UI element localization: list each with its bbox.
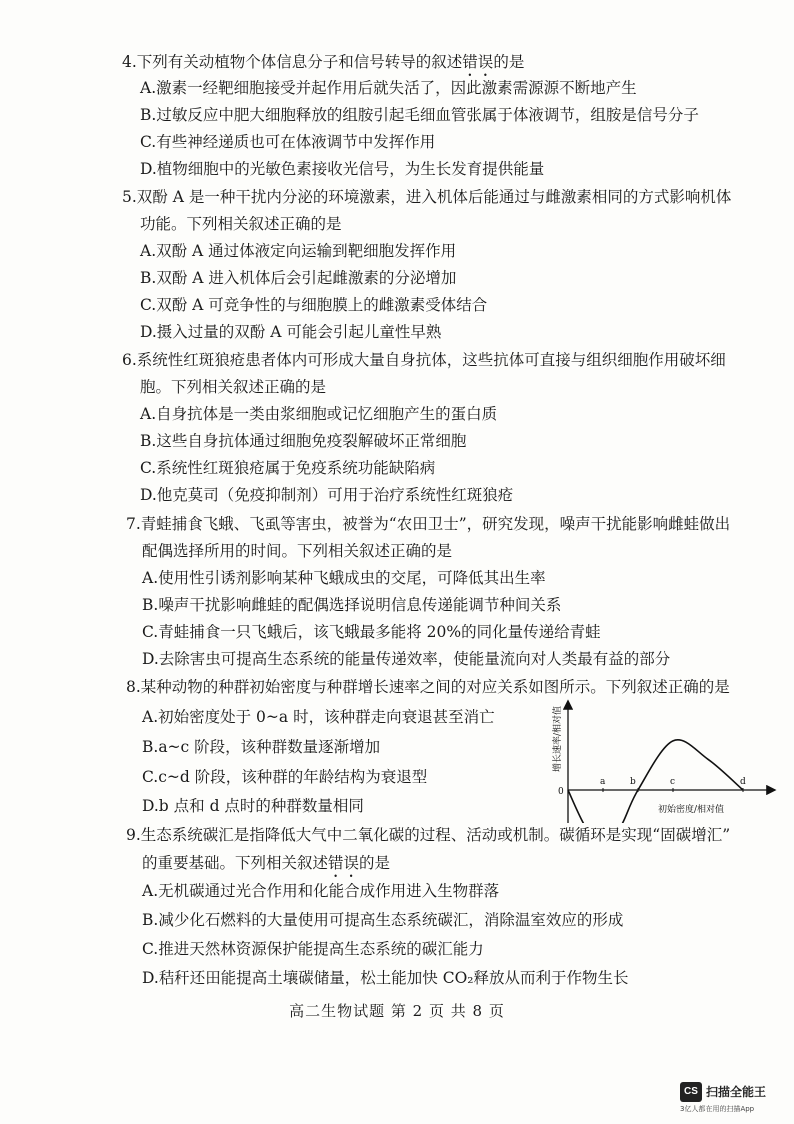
q9-stem-continued-text: 的重要基础。下列相关叙述 (142, 854, 329, 872)
point-label-a: a (600, 777, 606, 787)
q9-option-c: C.推进天然林资源保护能提高生态系统的碳汇能力 (142, 940, 484, 958)
q8-option-a: A.初始密度处于 0~a 时，该种群走向衰退甚至消亡 (142, 708, 495, 726)
q4-option-b: B.过敏反应中肥大细胞释放的组胺引起毛细血管张属于体液调节，组胺是信号分子 (140, 106, 699, 124)
q4-option-a: A.激素一经靶细胞接受并起作用后就失活了，因此激素需源源不断地产生 (140, 79, 637, 97)
scanner-watermark (680, 1080, 790, 1116)
q6-option-b: B.这些自身抗体通过细胞免疫裂解破坏正常细胞 (140, 432, 467, 450)
q7-option-a: A.使用性引诱剂影响某种飞蛾成虫的交尾，可降低其出生率 (142, 569, 546, 587)
q5-stem-continued: 功能。下列相关叙述正确的是 (140, 215, 342, 233)
q8-option-b: B.a~c 阶段，该种群数量逐渐增加 (142, 738, 381, 756)
q4-stem-text: 4.下列有关动植物个体信息分子和信号转导的叙述 (122, 53, 463, 71)
q8-stem: 8.某种动物的种群初始密度与种群增长速率之间的对应关系如图所示。下列叙述正确的是 (126, 678, 730, 696)
q4-stem-emphasis: 错误 (462, 53, 494, 71)
q5-stem: 5.双酚 A 是一种干扰内分泌的环境激素，进入机体后能通过与雌激素相同的方式影响机体 (122, 188, 732, 206)
x-axis-label: 初始密度/相对值 (658, 805, 725, 815)
q7-stem: 7.青蛙捕食飞蛾、飞虱等害虫，被誉为“农田卫士”，研究发现，噪声干扰能影响雌蛙做出 (126, 515, 731, 533)
q9-option-a: A.无机碳通过光合作用和化能合成作用进入生物群落 (142, 882, 500, 900)
scanner-app-name: 扫描全能王 (706, 1085, 767, 1099)
q4-option-c: C.有些神经递质也可在体液调节中发挥作用 (140, 133, 436, 151)
q6-option-a: A.自身抗体是一类由浆细胞或记忆细胞产生的蛋白质 (140, 405, 498, 423)
y-axis-label: 增长速率/相对值 (553, 705, 563, 772)
q6-stem-continued: 胞。下列相关叙述正确的是 (140, 378, 327, 396)
scanner-logo-icon: CS (680, 1082, 702, 1102)
q4-option-d: D.植物细胞中的光敏色素接收光信号，为生长发育提供能量 (140, 160, 545, 178)
q5-option-b: B.双酚 A 进入机体后会引起雌激素的分泌增加 (140, 269, 457, 287)
q5-option-d: D.摄入过量的双酚 A 可能会引起儿童性早熟 (140, 323, 442, 341)
point-label-c: c (670, 777, 676, 787)
population-growth-chart (540, 698, 780, 823)
q7-option-d: D.去除害虫可提高生态系统的能量传递效率，使能量流向对人类最有益的部分 (142, 650, 671, 668)
q5-option-c: C.双酚 A 可竞争性的与细胞膜上的雌激素受体结合 (140, 296, 488, 314)
origin-label: 0 (558, 787, 564, 797)
q5-option-a: A.双酚 A 通过体液定向运输到靶细胞发挥作用 (140, 242, 457, 260)
point-label-d: d (740, 777, 746, 787)
q4-stem (122, 52, 524, 80)
q9-stem-emphasis: 错误 (328, 854, 360, 872)
q7-option-c: C.青蛙捕食一只飞蛾后，该飞蛾最多能将 20%的同化量传递给青蛙 (142, 623, 601, 641)
scanner-tagline: 3亿人都在用的扫描App (680, 1105, 755, 1113)
q9-stem-continued (142, 853, 390, 881)
page-footer: 高二生物试题 第 2 页 共 8 页 (289, 1002, 505, 1020)
q6-stem: 6.系统性红斑狼疮患者体内可形成大量自身抗体，这些抗体可直接与组织细胞作用破坏细 (122, 351, 726, 369)
q9-stem: 9.生态系统碳汇是指降低大气中二氧化碳的过程、活动或机制。碳循环是实现“固碳增汇” (126, 826, 731, 844)
q4-stem-end: 的是 (493, 53, 525, 71)
q7-option-b: B.噪声干扰影响雌蛙的配偶选择说明信息传递能调节种间关系 (142, 596, 562, 614)
q9-option-b: B.减少化石燃料的大量使用可提高生态系统碳汇，消除温室效应的形成 (142, 911, 624, 929)
q9-option-d: D.秸秆还田能提高土壤碳储量，松土能加快 CO₂释放从而利于作物生长 (142, 969, 629, 987)
q8-option-d: D.b 点和 d 点时的种群数量相同 (142, 797, 364, 815)
q7-stem-continued: 配偶选择所用的时间。下列相关叙述正确的是 (142, 542, 453, 560)
q6-option-c: C.系统性红斑狼疮属于免疫系统功能缺陷病 (140, 459, 436, 477)
point-label-b: b (630, 777, 636, 787)
q6-option-d: D.他克莫司（免疫抑制剂）可用于治疗系统性红斑狼疮 (140, 486, 514, 504)
q8-option-c: C.c~d 阶段，该种群的年龄结构为衰退型 (142, 768, 428, 786)
q9-stem-end: 的是 (359, 854, 391, 872)
